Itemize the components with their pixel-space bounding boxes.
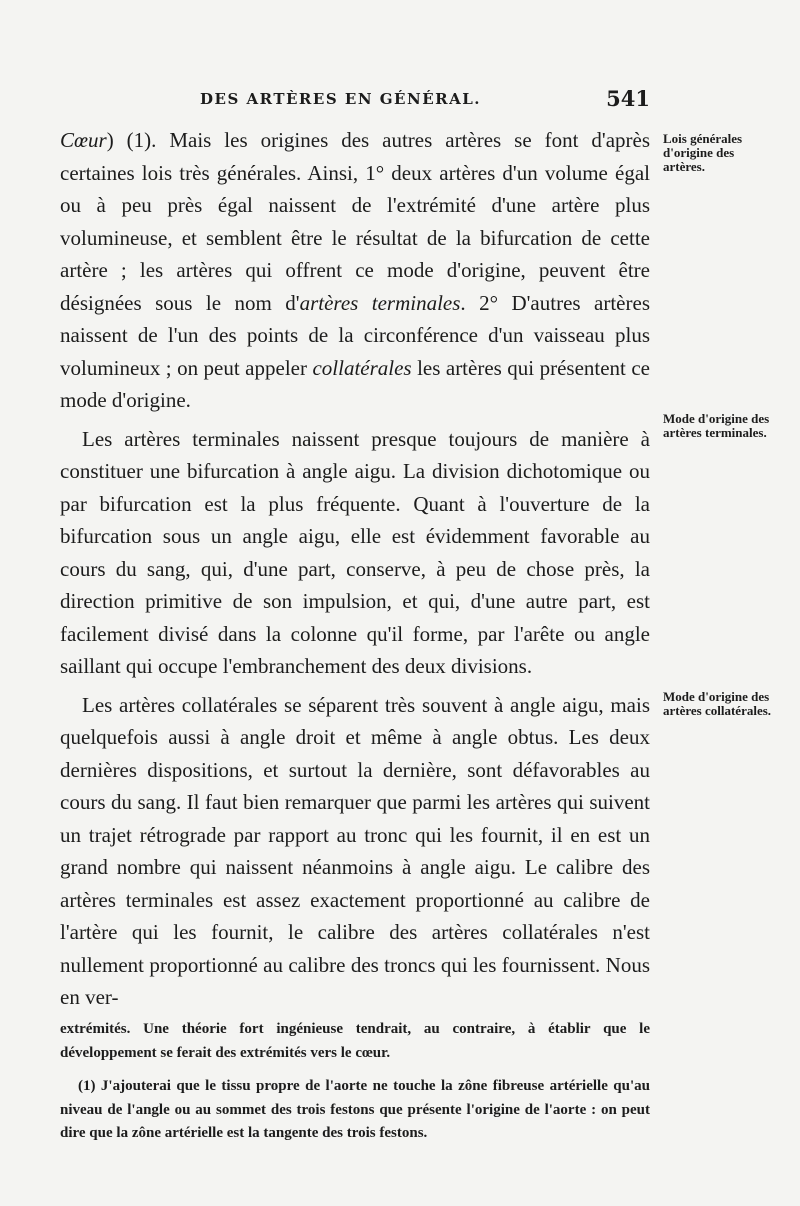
paragraph-1-term-terminales: artères terminales xyxy=(299,290,461,315)
running-head-title: DES ARTÈRES EN GÉNÉRAL. xyxy=(200,90,482,108)
footnotes xyxy=(60,1018,650,1146)
main-text xyxy=(60,124,650,1014)
margin-note-artere-collaterales: Mode d'origine des artères collatérales. xyxy=(663,689,772,718)
paragraph-1-text-c: les artères qui présentent ce mode d'origine. xyxy=(60,355,651,412)
page-number: 541 xyxy=(606,86,650,111)
paragraph-1-text-b: . 2° D'autres artères naissent de l'un des points de la circonférence d'un vaisseau plus volumineux ; on peut appeler xyxy=(60,290,650,380)
footnote-continued: extrémités. Une théorie fort ingénieuse tendrait, au contraire, à établir que le développement se ferait des extrémités vers le cœur. xyxy=(60,1021,650,1061)
paragraph-1-text-a: ) (1). Mais les origines des autres artères se font d'après certaines lois très générales. Ainsi, 1° deux artères d'un volume égal ou à peu près égal naissent de l'extrémité d'une artère plus volumineuse, et semblent être le résultat de la bifurcation de cette artère ; les artères qui offrent ce mode d'origine, peuvent être désignées sous le nom d' xyxy=(60,128,650,315)
margin-note-artere-terminales: Mode d'origine des artères terminales. xyxy=(663,411,770,440)
margin-note-lois-generales: Lois générales d'origine des artères. xyxy=(663,131,743,174)
paragraph-3: Les artères collatérales se séparent très souvent à angle aigu, mais quelquefois aussi à angle droit et même à angle obtus. Les deux dernières dispositions, et surtout la dernière, sont défavorables au cours du sang. Il faut bien remarquer que parmi les artères qui suivent un trajet rétrograde par rapport au tronc qui les fournit, il en est un grand nombre qui naissent néanmoins à angle aigu. Le calibre des artères terminales est assez exactement proportionné au calibre de l'artère qui les fournit, le calibre des artères collatérales n'est nullement proportionné au calibre des troncs qui les fournissent. Nous en ver- xyxy=(60,692,650,1009)
paragraph-1-italic-coeur: Cœur xyxy=(60,128,107,152)
footnote-1: (1) J'ajouterai que le tissu propre de l'aorte ne touche la zône fibreuse artérielle qu'au niveau de l'angle ou au sommet des trois festons que présente l'origine de l'aorte : on peut dire que la zône artérielle est la tangente des trois festons. xyxy=(60,1078,650,1141)
paragraph-1-term-collaterales: collatérales xyxy=(312,355,412,380)
paragraph-1 xyxy=(60,124,650,417)
paragraph-2: Les artères terminales naissent presque toujours de manière à constituer une bifurcation à angle aigu. La division dichotomique ou par bifurcation est la plus fréquente. Quant à l'ouverture de la bifurcation sous un angle aigu, elle est évidemment favorable au cours du sang, qui, d'une part, conserve, à peu de chose près, la direction primitive de son impulsion, et qui, d'une autre part, est facilement divisé dans la colonne qu'il forme, par l'arête ou angle saillant qui occupe l'embranchement des deux divisions. xyxy=(60,426,650,678)
running-head xyxy=(60,86,650,114)
